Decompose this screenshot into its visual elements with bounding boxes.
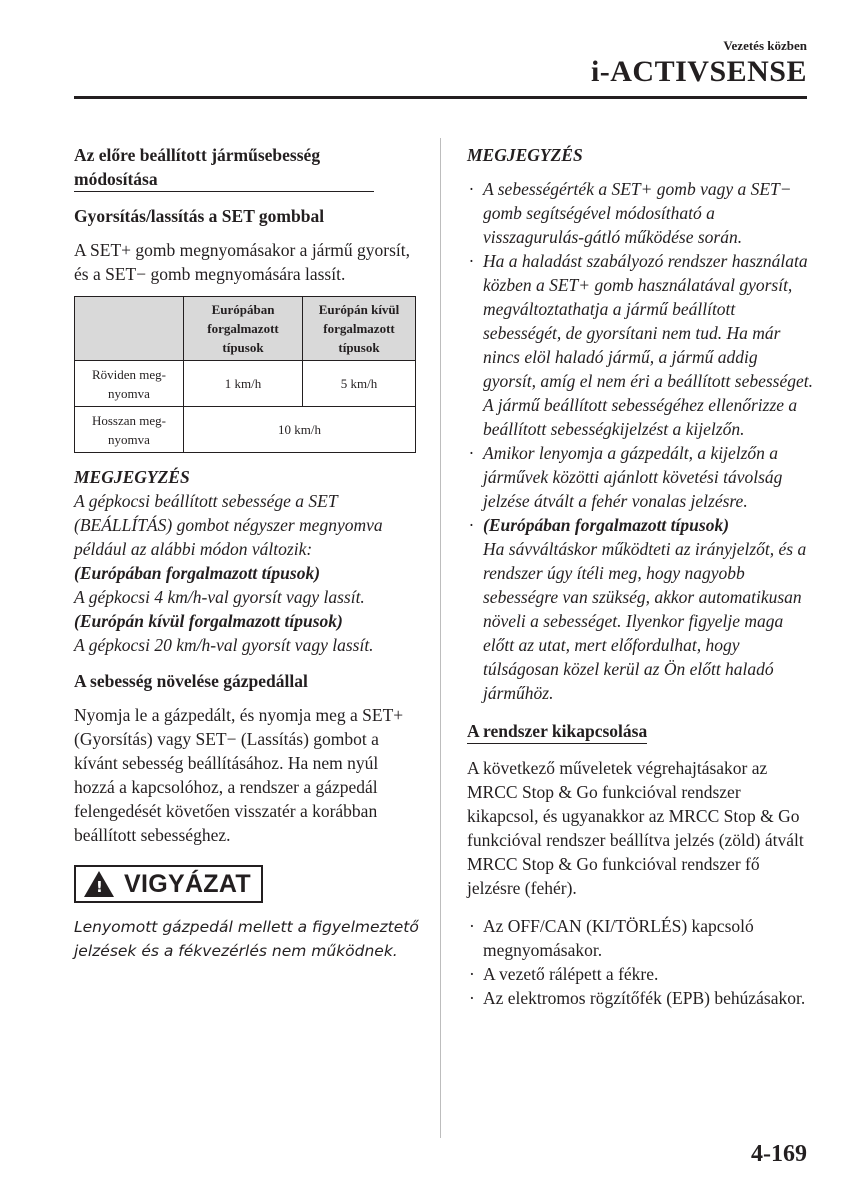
list-item: · Az elektromos rögzítőfék (EPB) behúzásakor. bbox=[469, 988, 806, 1008]
warning-triangle-icon: ! bbox=[84, 871, 114, 897]
disable-conditions-list bbox=[467, 914, 813, 1010]
header-rule bbox=[74, 96, 807, 99]
subheading-accelerator: A sebesség növelése gázpedállal bbox=[74, 671, 308, 691]
table-cell-short-eu: 1 km/h bbox=[184, 361, 303, 407]
bullet-dot: · bbox=[469, 988, 475, 1008]
bullet-dot: · bbox=[469, 251, 474, 271]
list-item bbox=[467, 513, 813, 705]
bullet-dot: · bbox=[469, 515, 474, 535]
right-column bbox=[467, 143, 813, 1010]
warning-label: VIGYÁZAT bbox=[124, 869, 251, 898]
table-cell-long: 10 km/h bbox=[184, 407, 416, 453]
paragraph-set-button: A SET+ gomb megnyomásakor a jármű gyorsít, és a SET− gomb megnyomására lassít. bbox=[74, 240, 411, 284]
table-row-label-long: Hosszan meg-nyomva bbox=[75, 407, 184, 453]
page-number: 4-169 bbox=[751, 1141, 807, 1167]
paragraph-accelerator: Nyomja le a gázpedált, és nyomja meg a SET+ (Gyorsítás) vagy SET− (Lassítás) gombot a kívánt sebesség beállításához. Ha nem nyúl hozzá a kapcsolóhoz, a rendszer a gázpedál felengedését követően visszatér a korábban beállított sebességhez. bbox=[74, 705, 404, 845]
list-item: · A vezető rálépett a fékre. bbox=[469, 964, 659, 984]
table-row-label-short: Röviden meg-nyomva bbox=[75, 361, 184, 407]
note-title: MEGJEGYZÉS bbox=[74, 467, 190, 487]
section-heading-disable: A rendszer kikapcsolása bbox=[467, 719, 647, 744]
section-label: Vezetés közben bbox=[723, 38, 807, 53]
left-column bbox=[74, 143, 420, 963]
note-title-right: MEGJEGYZÉS bbox=[467, 145, 583, 165]
list-item: · Az OFF/CAN (KI/TÖRLÉS) kapcsoló megnyomásakor. bbox=[469, 916, 754, 960]
note-non-eu-heading: (Európán kívül forgalmazott típusok) bbox=[74, 611, 343, 631]
list-item: · A sebességérték a SET+ gomb vagy a SET− gomb segítségével módosítható a visszagurulás-gátló működése során. bbox=[469, 179, 792, 247]
table-header-eu: Európában forgalmazott típusok bbox=[184, 297, 303, 361]
note-eu-heading: (Európában forgalmazott típusok) bbox=[74, 563, 321, 583]
column-divider bbox=[440, 138, 441, 1138]
note-paragraph: A gépkocsi beállított sebessége a SET (BEÁLLÍTÁS) gombot négyszer megnyomva például az alábbi módon változik: bbox=[74, 491, 383, 559]
speed-step-table bbox=[74, 296, 416, 453]
paragraph-disable: A következő műveletek végrehajtásakor az MRCC Stop & Go funkcióval rendszer kikapcsol, és ugyanakkor az MRCC Stop & Go funkcióval rendszer beállítva jelzés (zöld) átvált MRCC Stop & Go funkcióval rendszer fő jelzésre (fehér). bbox=[467, 758, 804, 898]
list-item: · Amikor lenyomja a gázpedált, a kijelzőn a járművek közötti ajánlott követési távolság jelzése átvált a fehér vonalas jelzésre. bbox=[469, 443, 783, 511]
table-header-non-eu: Európán kívül forgalmazott típusok bbox=[303, 297, 416, 361]
table-cell-short-non-eu: 5 km/h bbox=[303, 361, 416, 407]
warning-box bbox=[74, 865, 263, 903]
bullet-dot: · bbox=[469, 443, 474, 463]
note-bullet-list bbox=[467, 177, 813, 705]
bullet-eu-text: Ha sávváltáskor működteti az irányjelzőt, és a rendszer úgy ítéli meg, hogy nagyobb sebességre van szükség, akkor automatikusan növeli a sebességet. Ilyenkor figyelje maga előtt az utat, mert előfordulhat, hogy túlságosan közel kerül az Ön előtt haladó járműhöz. bbox=[483, 539, 807, 703]
note-non-eu-text: A gépkocsi 20 km/h-val gyorsít vagy lassít. bbox=[74, 635, 374, 655]
bullet-dot: · bbox=[469, 916, 475, 936]
bullet-dot: · bbox=[469, 964, 475, 984]
table-header-empty bbox=[75, 297, 184, 361]
bullet-dot: · bbox=[469, 179, 474, 199]
list-item: · Ha a haladást szabályozó rendszer használata közben a SET+ gomb használatával gyorsít, megváltoztathatja a jármű beállított sebességét, de gyorsítani nem tud. Ha már nincs elöl haladó jármű, a jármű addig gyorsít, amíg el nem éri a beállított sebességet. A jármű beállított sebességéhez ellenőrizze a beállított sebességkijelzést a kijelzőn. bbox=[469, 251, 814, 439]
warning-text: Lenyomott gázpedál mellett a figyelmeztető jelzések és a fékvezérlés nem működnek. bbox=[74, 918, 419, 960]
subheading-set-button: Gyorsítás/lassítás a SET gombbal bbox=[74, 206, 325, 226]
bullet-eu-heading: (Európában forgalmazott típusok) bbox=[483, 515, 730, 535]
section-heading-speed-change: Az előre beállított járműsebesség módosítása bbox=[74, 143, 374, 192]
page-title: i-ACTIVSENSE bbox=[590, 55, 807, 88]
note-eu-text: A gépkocsi 4 km/h-val gyorsít vagy lassít. bbox=[74, 587, 365, 607]
